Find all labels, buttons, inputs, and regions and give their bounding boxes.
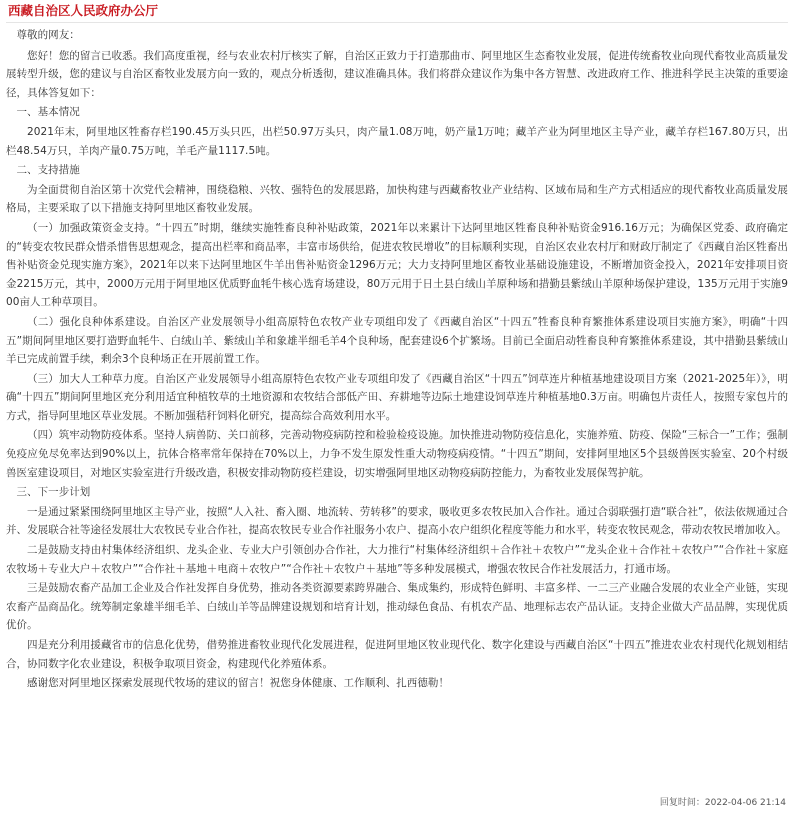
header-bar <box>6 0 788 23</box>
closing-thanks: 感谢您对阿里地区探索发展现代牧场的建议的留言！祝您身体健康、工作顺利、扎西德勒！ <box>27 677 449 690</box>
reply-content <box>6 23 788 693</box>
basic-situation-paragraph: 2021年末，阿里地区牲畜存栏190.45万头只匹，出栏50.97万头只，肉产量1.08万吨，奶产量1万吨；藏羊产业为阿里地区主导产业，藏羊存栏167.80万只，出栏48.54万只，羊肉产量0.75万吨，羊毛产量1117.5吨。 <box>6 125 788 157</box>
measure-policy-funding: （一）加强政策资金支持。“十四五”时期，继续实施牲畜良种补贴政策，2021年以来累计下达阿里地区牲畜良种补贴资金916.16万元；为确保区党委、政府确定的“转变农牧民群众惜杀惜售思想观念，提高出栏率和商品率，丰富市场供给，促进农牧民增收”的目标顺利实现，自治区农业农村厅和财政厅制定了《西藏自治区牲畜出售补贴资金兑现实施方案》，2021年以来下达阿里地区牛羊出售补贴资金1296万元；大力支持阿里地区畜牧业基础设施建设，不断增加资金投入，2021年安排项目资金2215万元，其中，2000万元用于阿里地区优质野血牦牛核心选育场建设，80万元用于日土县白绒山羊原种场和措勤县紫绒山羊原种场保护建设，135万元用于实施900亩人工种草项目。 <box>6 221 788 309</box>
measure-breeding-system: （二）强化良种体系建设。自治区产业发展领导小组高原特色农牧产业专项组印发了《西藏自治区“十四五”牲畜良种育繁推体系建设项目实施方案》，明确“十四五”期间阿里地区要打造野血牦牛、白绒山羊、紫绒山羊和象雄半细毛羊4个良种场，配套建设6个扩繁场。目前已全面启动牲畜良种育繁推体系建设，其中措勤县紫绒山羊已完成前置手续，剩余3个良种场正在开展前置工作。 <box>6 315 788 366</box>
measure-epidemic-prevention: （四）筑牢动物防疫体系。坚持人病兽防、关口前移，完善动物疫病防控和检验检疫设施。加快推进动物防疫信息化，实施养殖、防疫、保险“三标合一”工作；强制免疫应免尽免率达到90%以上，抗体合格率常年保持在70%以上，力争不发生原发性重大动物疫病疫情。“十四五”期间，安排阿里地区5个县级兽医实验室、20个村级兽医室建设项目，对地区实验室进行升级改造，积极安排动物防疫栏建设，切实增强阿里地区动物疫病防控能力，为畜牧业发展保驾护航。 <box>6 429 788 479</box>
replying-agency-title: 西藏自治区人民政府办公厅 <box>8 3 159 18</box>
reply-timestamp: 回复时间：2022-04-06 21:14 <box>659 798 786 808</box>
next-step-two: 二是鼓励支持由村集体经济组织、龙头企业、专业大户引领创办合作社，大力推行“村集体经济组织＋合作社＋农牧户”“龙头企业＋合作社＋农牧户”“合作社＋家庭农牧场＋专业大户＋农牧户”“合作社＋基地＋电商＋农牧户”“合作社＋农牧户＋基地”等多种发展模式，增强农牧民合作社发展活力，打通市场。 <box>6 544 788 575</box>
section-heading-basic-situation: 一、基本情况 <box>16 106 80 119</box>
support-measures-intro: 为全面贯彻自治区第十次党代会精神，围绕稳粮、兴牧、强特色的发展思路，加快构建与西藏畜牧业产业结构、区域布局和生产方式相适应的现代畜牧业高质量发展格局，主要采取了以下措施支持阿里地区畜牧业发展。 <box>6 183 788 215</box>
next-step-one: 一是通过紧紧围绕阿里地区主导产业，按照“人入社、畜入圈、地流转、劳转移”的要求，吸收更多农牧民加入合作社。通过合弱联强打造“联合社”，依法依规通过合并、发展联合社等途径发展壮大农牧民专业合作社，提高农牧民专业合作社服务小农户、提高小农户组织化程度等能力和水平，转变农牧民观念，带动农牧民增加收入。 <box>6 505 788 537</box>
measure-artificial-grass: （三）加大人工种草力度。自治区产业发展领导小组高原特色农牧产业专项组印发了《西藏自治区“十四五”饲草连片种植基地建设项目方案（2021-2025年）》，明确“十四五”期间阿里地区充分利用适宜种植牧草的土地资源和农牧结合部低产田、弃耕地等边际土地建设饲草连片种植基地0.3万亩。明确包片责任人，按照专家包片的方式，指导阿里地区草业发展。不断加强秸秆饲料化研究，提高综合高效利用水平。 <box>6 372 788 422</box>
opening-paragraph: 您好！您的留言已收悉。我们高度重视，经与农业农村厅核实了解，自治区正致力于打造那曲市、阿里地区生态畜牧业发展，促进传统畜牧业向现代畜牧业高质量发展转型升级，您的建议与自治区畜牧业发展方向一致的，观点分析透彻，建议准确具体。我们将群众建议作为集中各方智慧、改进政府工作、推进科学民主决策的重要途径，具体答复如下： <box>6 49 788 99</box>
section-heading-support-measures: 二、支持措施 <box>16 164 80 177</box>
next-step-four: 四是充分利用援藏省市的信息化优势，借势推进畜牧业现代化发展进程，促进阿里地区牧业现代化、数字化建设与西藏自治区“十四五”推进农业农村现代化规划相结合，协同数字化农业建设，积极争取项目资金，构建现代化养殖体系。 <box>6 639 788 670</box>
next-step-three: 三是鼓励农畜产品加工企业及合作社发挥自身优势，推动各类资源要素跨界融合、集成集约，形成特色鲜明、丰富多样、一二三产业融合发展的农业全产业链，实现农畜产品商品化。统筹制定象雄半细毛羊、白绒山羊等品牌建设规划和培育计划，推动绿色食品、有机农产品、地理标志农产品认证。支持企业做大产品品牌，实现优质优价。 <box>6 582 788 632</box>
section-heading-next-steps: 三、下一步计划 <box>16 486 91 499</box>
salutation: 尊敬的网友： <box>16 29 80 41</box>
